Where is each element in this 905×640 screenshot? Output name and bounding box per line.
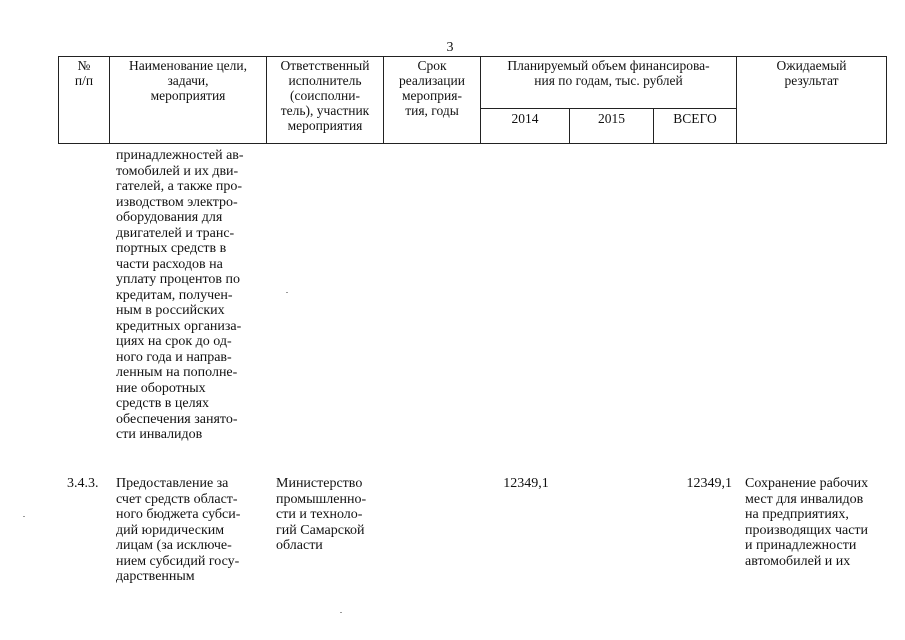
row-amount-2014: 12349,1: [503, 476, 549, 491]
page-number: 3: [446, 40, 454, 55]
header-responsible: Ответственный исполнитель (соисполни- тель), участник мероприятия: [280, 58, 370, 133]
header-name: Наименование цели, задачи, мероприятия: [128, 58, 248, 103]
row-responsible: Министерство промышленно- сти и техноло- гий Самарской области: [276, 476, 367, 553]
header-num: № п/п: [74, 58, 94, 88]
row-number: 3.4.3.: [67, 476, 99, 491]
header-period: Срок реализации мероприя- тия, годы: [399, 58, 465, 118]
scan-speck: [23, 516, 25, 517]
row-total: 12349,1: [686, 476, 732, 491]
header-bottom-border: [58, 143, 887, 144]
header-total: ВСЕГО: [673, 111, 717, 126]
row-name: Предоставление за счет средств област- ного бюджета субси- дий юридическим лицам (за исключе- нием субсидий госу- дарственным: [116, 476, 241, 584]
header-year-2015: 2015: [598, 111, 625, 126]
continuation-text: принадлежностей ав- томобилей и их дви- гателей, а также про- изводством электро- оборудования для двигателей и транс- портных средств в части расходов на уплату процентов по кредитам, получен- ным в российских кредитных организа- циях на срок до од- ного года и направ- ленным на пополне- ние оборотных средств в целях обеспечения занято- сти инвалидов: [116, 148, 244, 442]
funding-subheader-border: [480, 108, 736, 109]
scan-speck: [340, 612, 342, 613]
scan-speck: [286, 292, 288, 293]
header-result: Ожидаемый результат: [776, 58, 847, 88]
col-border-8: [886, 56, 887, 144]
header-top-border: [58, 56, 887, 57]
header-year-2014: 2014: [511, 111, 539, 126]
row-result: Сохранение рабочих мест для инвалидов на предприятиях, производящих части и принадлежности автомобилей и их: [745, 476, 869, 569]
header-funding: Планируемый объем финансирова- ния по годам, тыс. рублей: [507, 58, 710, 88]
